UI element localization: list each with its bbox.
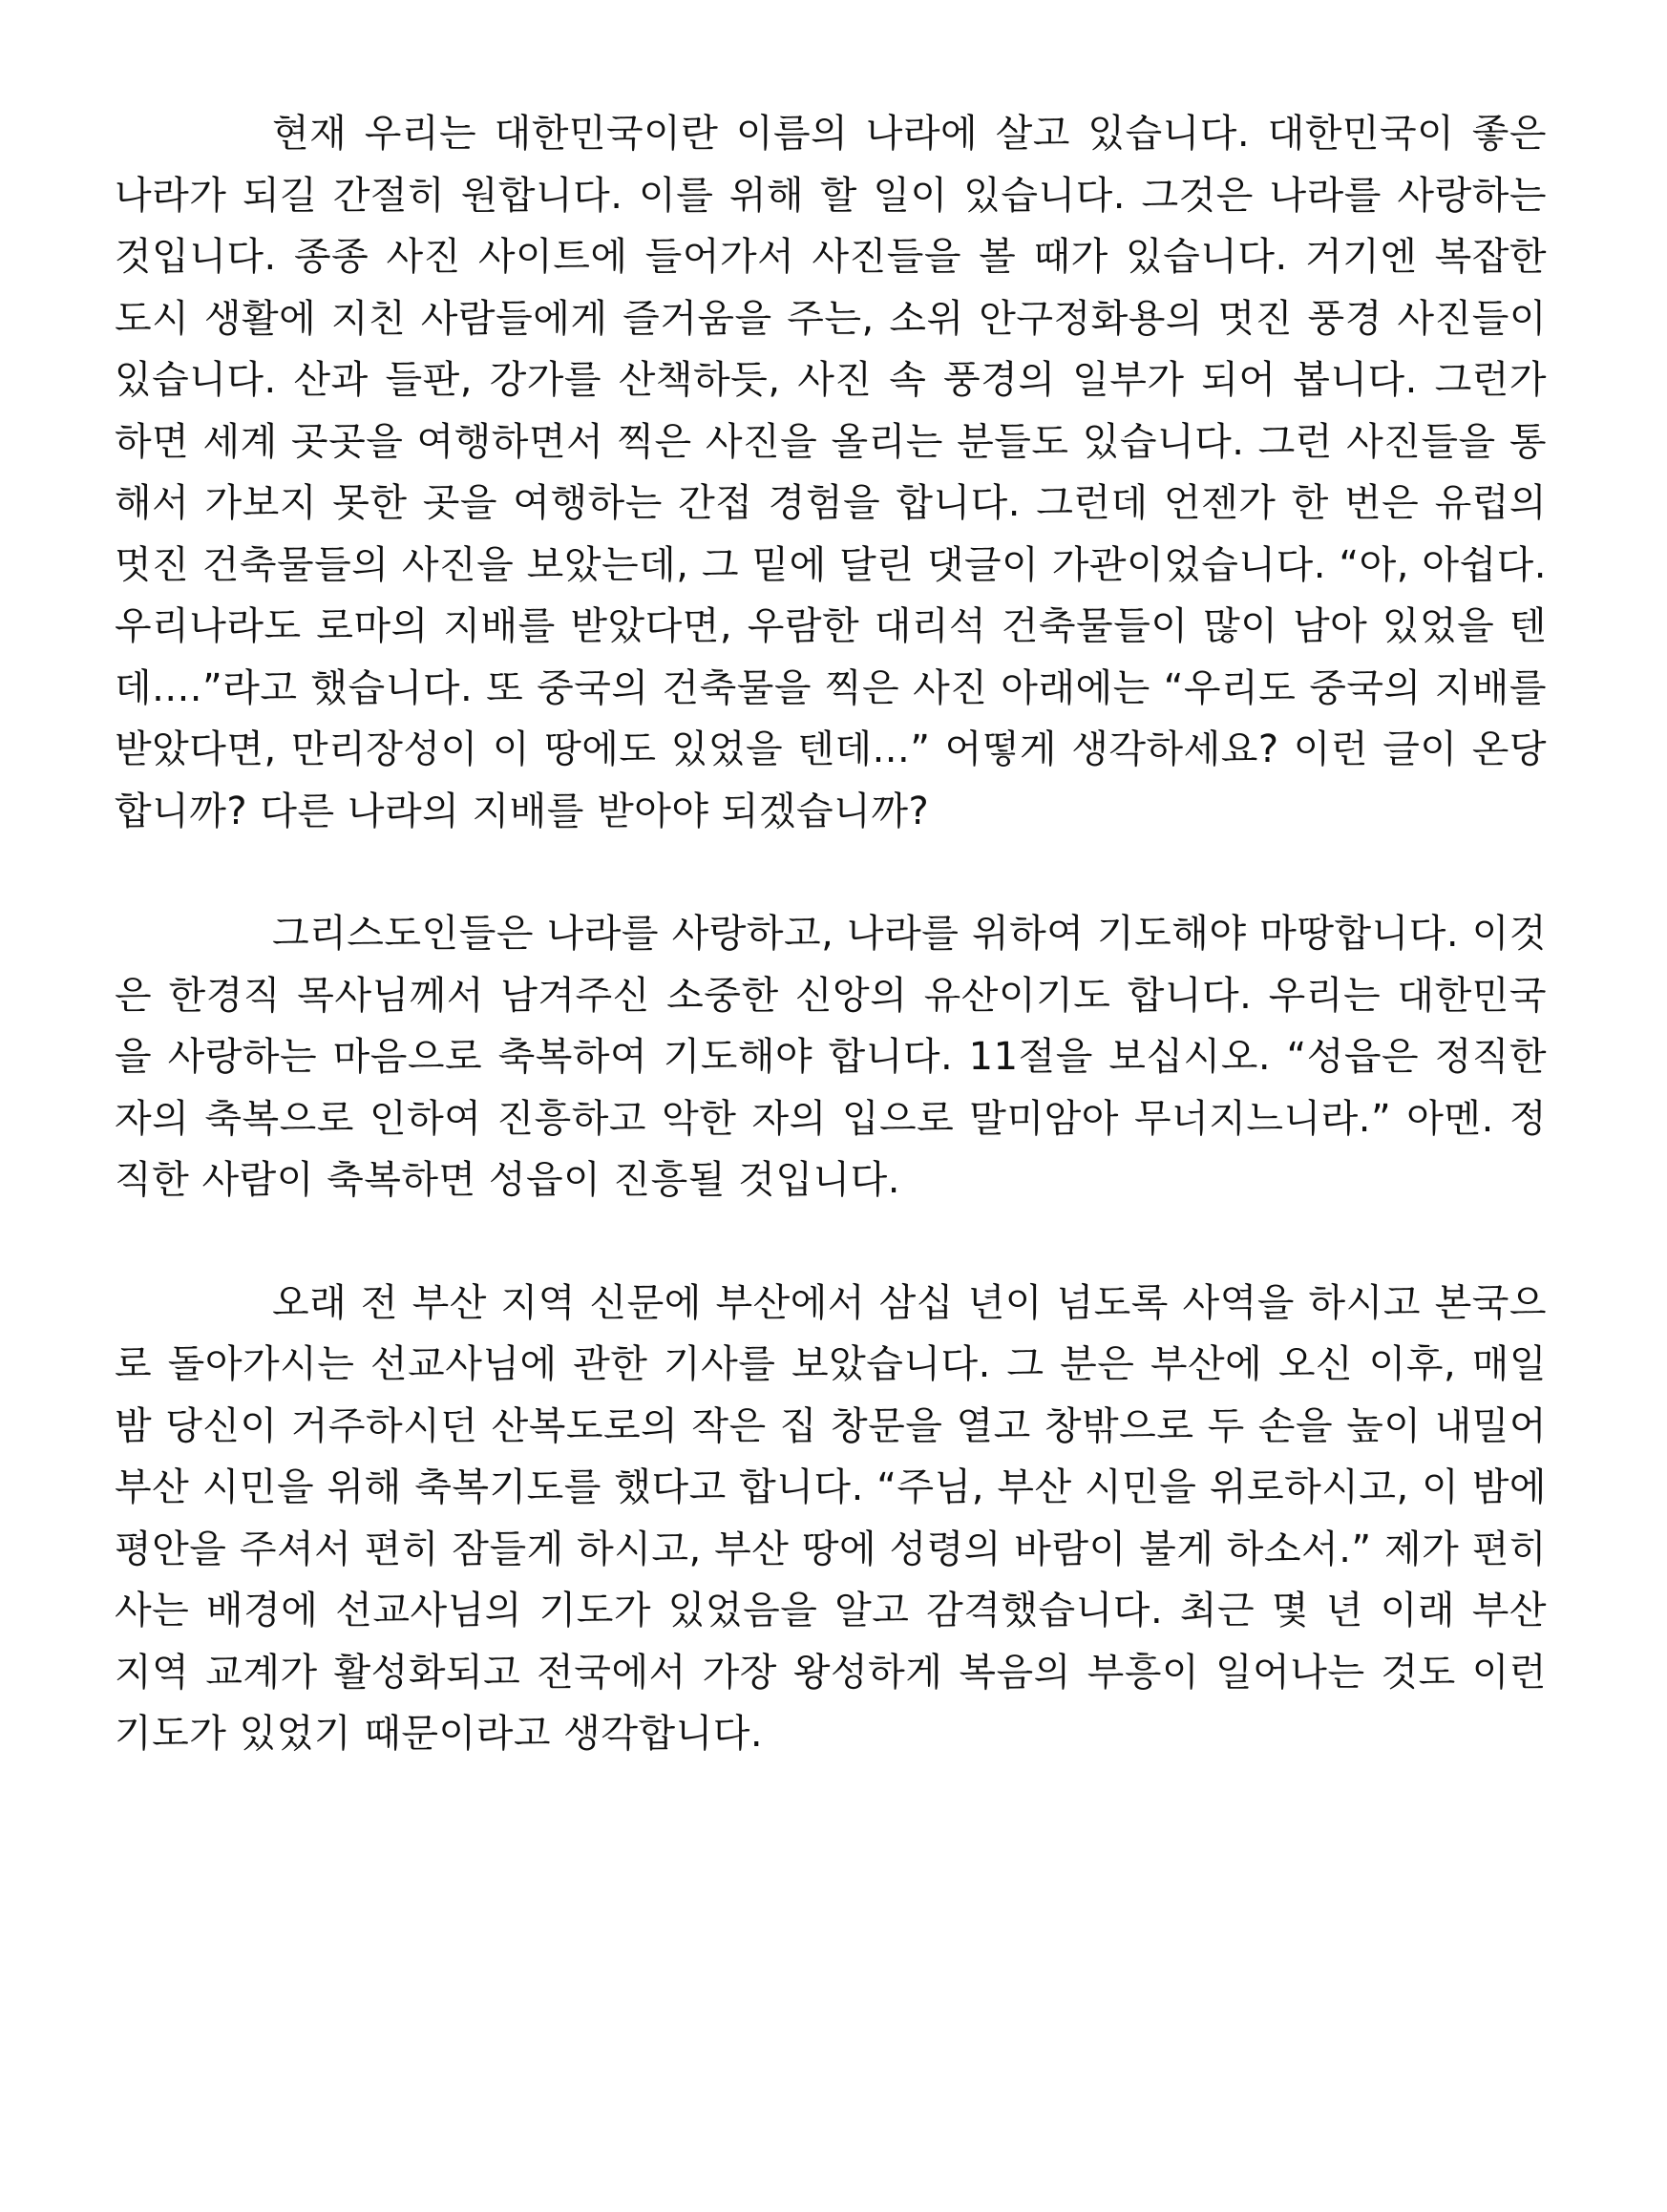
paragraph-2: 그리스도인들은 나라를 사랑하고, 나라를 위하여 기도해야 마땅합니다. 이것은 한경직 목사님께서 남겨주신 소중한 신앙의 유산이기도 합니다. 우리는 대한민국을 사랑하는 마음으로 축복하여 기도해야 합니다. 11절을 보십시오. “성읍은 정직한 자의 축복으로 인하여 진흥하고 악한 자의 입으로 말미암아 무너지느니라.” 아멘. 정직한 사람이 축복하면 성읍이 진흥될 것입니다. [115, 912, 1547, 1202]
paragraph-1: 현재 우리는 대한민국이란 이름의 나라에 살고 있습니다. 대한민국이 좋은 나라가 되길 간절히 원합니다. 이를 위해 할 일이 있습니다. 그것은 나라를 사랑하는 것입니다. 종종 사진 사이트에 들어가서 사진들을 볼 때가 있습니다. 거기엔 복잡한 도시 생활에 지친 사람들에게 즐거움을 주는, 소위 안구정화용의 멋진 풍경 사진들이 있습니다. 산과 들판, 강가를 산책하듯, 사진 속 풍경의 일부가 되어 봅니다. 그런가 하면 세계 곳곳을 여행하면서 찍은 사진을 올리는 분들도 있습니다. 그런 사진들을 통해서 가보지 못한 곳을 여행하는 간접 경험을 합니다. 그런데 언젠가 한 번은 유럽의 멋진 건축물들의 사진을 보았는데, 그 밑에 달린 댓글이 가관이었습니다. “아, 아쉽다. 우리나라도 로마의 지배를 받았다면, 우람한 대리석 건축물들이 많이 남아 있었을 텐데....”라고 했습니다. 또 중국의 건축물을 찍은 사진 아래에는 “우리도 중국의 지배를 받았다면, 만리장성이 이 땅에도 있었을 텐데...” 어떻게 생각하세요? 이런 글이 온당합니까? 다른 나라의 지배를 받아야 되겠습니까? [115, 112, 1547, 833]
paragraph-3: 오래 전 부산 지역 신문에 부산에서 삼십 년이 넘도록 사역을 하시고 본국으로 돌아가시는 선교사님에 관한 기사를 보았습니다. 그 분은 부산에 오신 이후, 매일 밤 당신이 거주하시던 산복도로의 작은 집 창문을 열고 창밖으로 두 손을 높이 내밀어 부산 시민을 위해 축복기도를 했다고 합니다. “주님, 부산 시민을 위로하시고, 이 밤에 평안을 주셔서 편히 잠들게 하시고, 부산 땅에 성령의 바람이 불게 하소서.” 제가 편히 사는 배경에 선교사님의 기도가 있었음을 알고 감격했습니다. 최근 몇 년 이래 부산 지역 교계가 활성화되고 전국에서 가장 왕성하게 복음의 부흥이 일어나는 것도 이런 기도가 있었기 때문이라고 생각합니다. [115, 1280, 1547, 1756]
document-page [115, 103, 1547, 1765]
